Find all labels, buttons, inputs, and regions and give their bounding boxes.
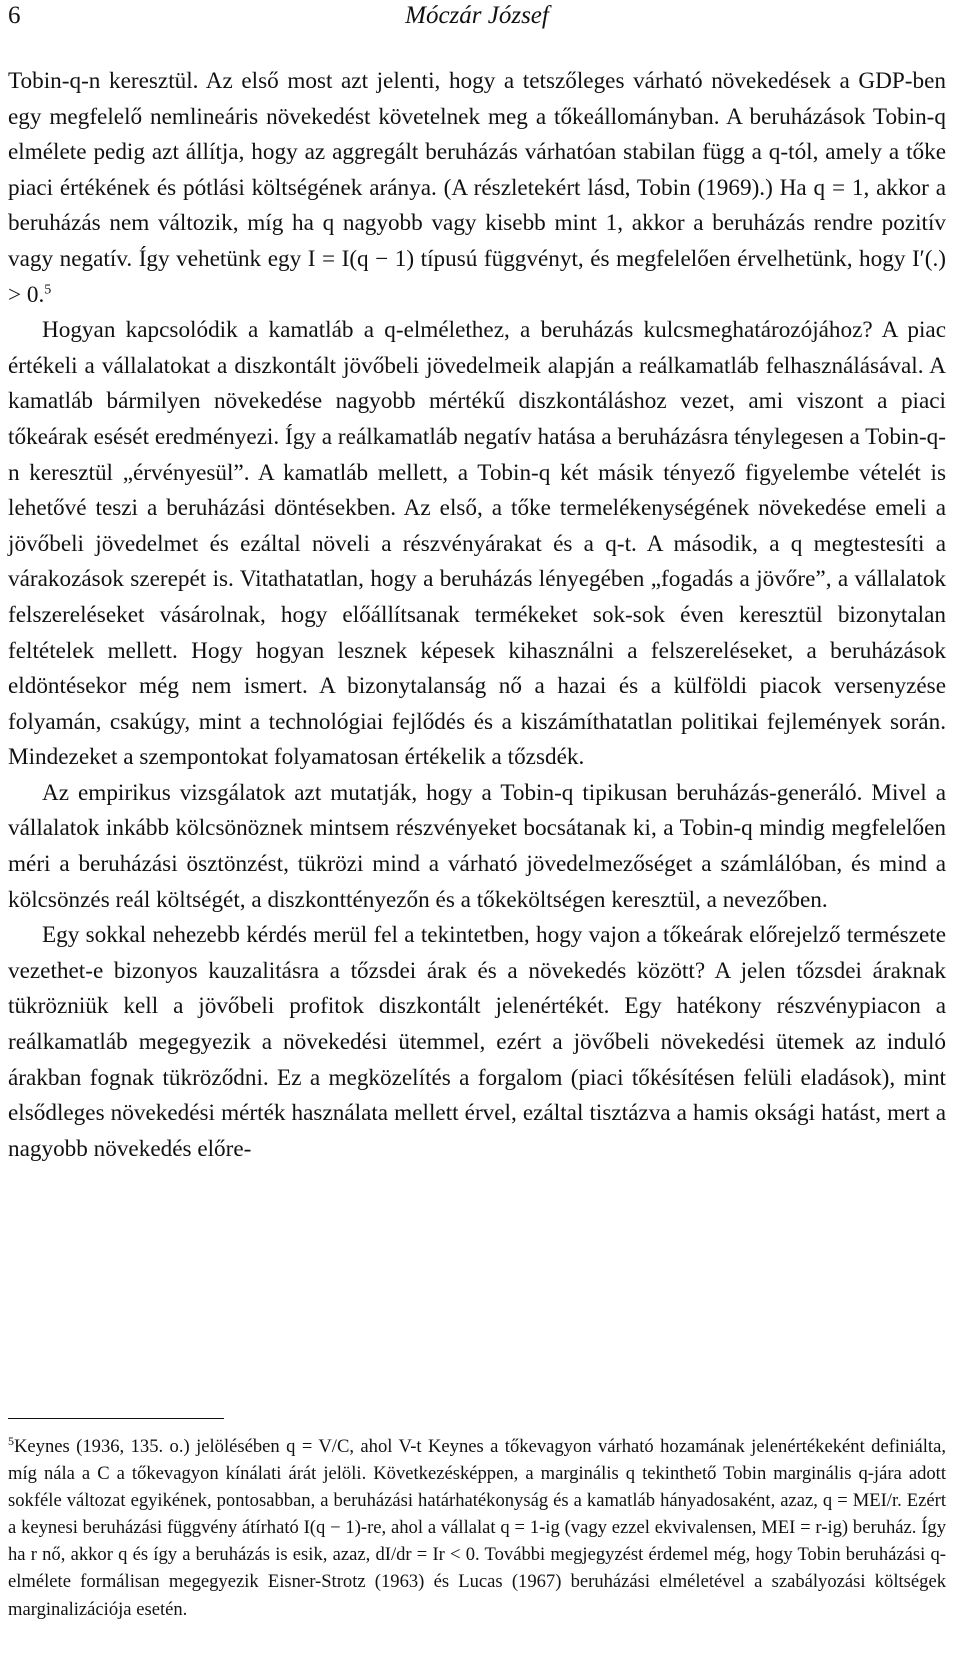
page-number: 6: [8, 2, 21, 29]
page-header: [8, 0, 946, 42]
footnote-rule: [8, 1418, 224, 1419]
footnote-mark: 5: [8, 1433, 14, 1448]
paragraph-1: [8, 64, 946, 313]
paragraph-2: Hogyan kapcsolódik a kamatláb a q-elmélethez, a beruházás kulcsmeghatározójához? A piac értékeli a vállalatokat a diszkontált jövőbeli jövedelmeik alapján a reálkamatláb felhasználásával. A kamatláb bármilyen növekedése nagyobb mértékű diszkontáláshoz vezet, ami viszont a piaci tőkeárak esését eredményezi. Így a reálkamatláb negatív hatása a beruházásra ténylegesen a Tobin-q-n keresztül „érvényesül”. A kamatláb mellett, a Tobin-q két másik tényező figyelembe vételét is lehetővé teszi a beruházási döntésekben. Az első, a tőke termelékenységének növekedése emeli a jövőbeli jövedelmet és ezáltal növeli a részvényárakat és a q-t. A második, a q megtestesíti a várakozások szerepét is. Vitathatatlan, hogy a beruházás lényegében „fogadás a jövőre”, a vállalatok felszereléseket vásárolnak, hogy előállítsanak termékeket sok-sok éven keresztül bizonytalan feltételek mellett. Hogy hogyan lesznek képesek kihasználni a felszereléseket, a beruházások eldöntésekor még nem ismert. A bizonytalanság nő a hazai és a külföldi piacok versenyzése folyamán, csakúgy, mint a technológiai fejlődés és a kiszámíthatatlan politikai fejlemények során. Mindezeket a szempontokat folyamatosan értékelik a tőzsdék.: [8, 317, 946, 771]
footnotes: [8, 1418, 946, 1623]
body-text: [8, 64, 946, 1167]
paragraph-3: Az empirikus vizsgálatok azt mutatják, hogy a Tobin-q tipikusan beruházás-generáló. Mivel a vállalatok inkább kölcsönöznek mintsem részvényeket bocsátanak ki, a Tobin-q mindig megfelelően méri a beruházási ösztönzést, tükrözi mind a várható jövedelmezőséget a számlálóban, és mind a kölcsönzés reál költségét, a diszkonttényezőn és a tőkeköltségen keresztül, a nevezőben.: [8, 779, 946, 913]
paragraph-4: Egy sokkal nehezebb kérdés merül fel a tekintetben, hogy vajon a tőkeárak előrejelző természete vezethet-e bizonyos kauzalitásra a tőzsdei árak és a növekedés között? A jelen tőzsdei áraknak tükrözniük kell a jövőbeli profitok diszkontált jelenértékét. Egy hatékony részvénypiacon a reálkamatláb megegyezik a növekedési ütemmel, ezért a jövőbeli növekedési ütemek az induló árakban fognak tükröződni. Ez a megközelítés a forgalom (piaci tőkésítésen felüli eladások), mint elsődleges növekedési mérték használata mellett érvel, ezáltal tisztázva a hamis oksági hatást, mert a nagyobb növekedés előre-: [8, 922, 946, 1162]
footnote-reference-5[interactable]: 5: [44, 281, 52, 297]
footnote-text: Keynes (1936, 135. o.) jelölésében q = V/C, ahol V-t Keynes a tőkevagyon várható hozamának jelenértékeként definiálta, míg nála a C a tőkevagyon kínálati árát jelöli. Következésképpen, a marginális q tekinthető Tobin marginális q-jára adott sokféle változat egyikének, pontosabban, a beruházási határhatékonyság és a kamatláb hányadosaként, azaz, q = MEI/r. Ezért a keynesi beruházási függvény átírható I(q − 1)-re, ahol a vállalat q = 1-ig (vagy ezzel ekvivalensen, MEI = r-ig) beruház. Így ha r nő, akkor q és így a beruházás is esik, azaz, dI/dr = Ir < 0. További megjegyzést érdemel még, hogy Tobin beruházási q-elmélete formálisan megegyezik Eisner-Strotz (1963) és Lucas (1967) beruházási elméletével a szabályozási költségek marginalizációja esetén.: [8, 1436, 946, 1620]
paragraph-1-text: Tobin-q-n keresztül. Az első most azt jelenti, hogy a tetszőleges várható növekedések a GDP-ben egy megfelelő nemlineáris növekedést követelnek meg a tőkeállományban. A beruházások Tobin-q elmélete pedig azt állítja, hogy az aggregált beruházás várhatóan stabilan függ a q-tól, amely a tőke piaci értékének és pótlási költségének aránya. (A részletekért lásd, Tobin (1969).) Ha q = 1, akkor a beruházás nem változik, míg ha q nagyobb vagy kisebb mint 1, akkor a beruházás rendre pozitív vagy negatív. Így vehetünk egy I = I(q − 1) típusú függvényt, és megfelelően érvelhetünk, hogy I′(.) > 0.: [8, 68, 946, 308]
footnote-5: [8, 1433, 946, 1623]
running-head-author: Móczár József: [405, 2, 549, 29]
